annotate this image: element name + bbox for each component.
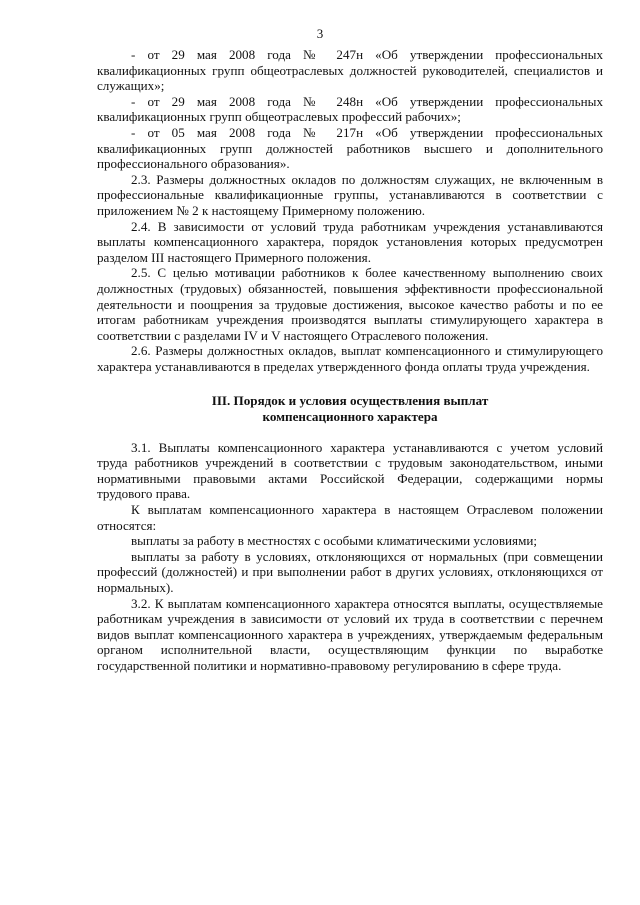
paragraph-order-247n: - от 29 мая 2008 года № 247н «Об утверждении профессиональных квалификационных групп общеотраслевых должностей руководителей, специалистов и служащих»; [97,47,603,94]
paragraph-2-3: 2.3. Размеры должностных окладов по должностям служащих, не включенным в профессиональные квалификационные группы, устанавливаются в соответствии с приложением № 2 к настоящему Примерному положению. [97,171,603,218]
section-heading-line-2: компенсационного характера [262,409,438,425]
paragraph-order-217n: - от 05 мая 2008 года № 217н «Об утверждении профессиональных квалификационных групп должностей работников высшего и дополнительного профессионального образования». [97,124,603,172]
paragraph-2-4: 2.4. В зависимости от условий труда работникам учреждения устанавливаются выплаты компенсационного характера, порядок установления которых предусмотрен разделом III настоящего Примерного положения. [97,218,603,265]
paragraph-abnormal-conditions: выплаты за работу в условиях, отклоняющихся от нормальных (при совмещении профессий (должностей) и при выполнении работ в других условиях, отклоняющихся от нормальных). [97,548,603,595]
page-number: 3 [316,26,324,41]
section-heading-line-1: III. Порядок и условия осуществления выплат [211,393,489,409]
paragraph-3-2: 3.2. К выплатам компенсационного характера относятся выплаты, осуществляемые работникам учреждения в зависимости от условий их труда в соответствии с перечнем видов выплат компенсационного характера в учреждениях, утверждаемым федеральным органом исполнительной власти, осуществляющим функции по выработке государственной политики и нормативно-правовому регулированию в сфере труда. [97,595,603,673]
document-body [97,47,603,674]
paragraph-2-6: 2.6. Размеры должностных окладов, выплат компенсационного и стимулирующего характера устанавливаются в пределах утвержденного фонда оплаты труда учреждения. [97,343,603,374]
paragraph-compensation-intro: К выплатам компенсационного характера в настоящем Отраслевом положении относятся: [97,502,603,533]
paragraph-order-248n: - от 29 мая 2008 года № 248н «Об утверждении профессиональных квалификационных групп общеотраслевых профессий рабочих»; [97,93,603,125]
section-heading-iii [97,393,603,424]
paragraph-climate-payments: выплаты за работу в местностях с особыми климатическими условиями; [131,533,538,549]
paragraph-2-5: 2.5. С целью мотивации работников к более качественному выполнению своих должностных (трудовых) обязанностей, повышения эффективности профессиональной деятельности и поощрения за трудовые достижения, высокое качество работы и по ее итогам работникам учреждения производятся выплаты стимулирующего характера в соответствии с разделами IV и V настоящего Отраслевого положения. [97,265,603,343]
paragraph-3-1: 3.1. Выплаты компенсационного характера устанавливаются с учетом условий труда работников учреждений в соответствии с трудовым законодательством, иными нормативными правовыми актами Российской Федерации, содержащими нормы трудового права. [97,439,603,502]
